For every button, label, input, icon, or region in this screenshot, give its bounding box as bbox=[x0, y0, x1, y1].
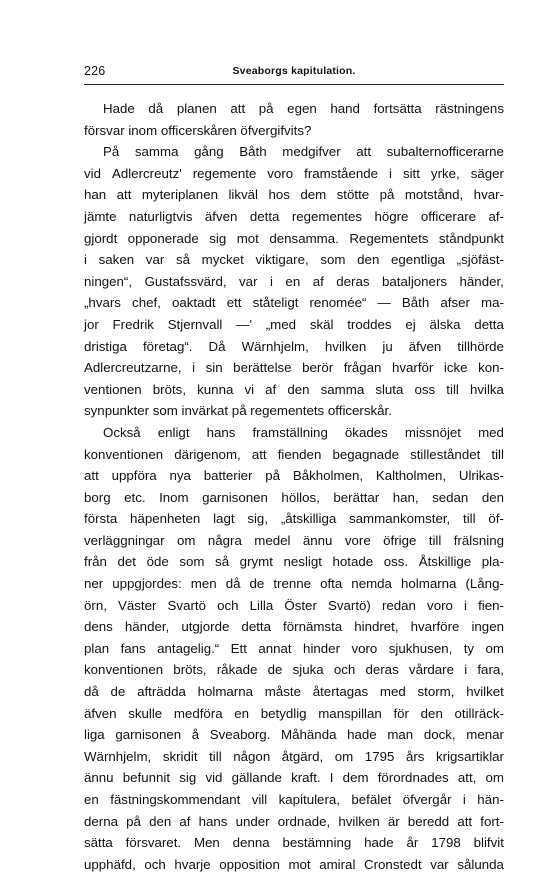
text-line: att uppföra nya batterier på Båkholmen, Kaltholmen, Ulrikas- bbox=[84, 468, 504, 484]
text-line: konventionen bröts, råkade de sjuka och deras vårdare i fara, bbox=[84, 662, 504, 678]
text-line: Adlercreutzarne, i sin berättelse berör frågan hvarför icke kon- bbox=[84, 360, 504, 376]
text-line: sätta försvaret. Men denna bestämning hade år 1798 blifvit bbox=[84, 835, 504, 851]
text-line: dens händer, utgjorde detta förnämsta hindret, hvarföre ingen bbox=[84, 619, 504, 635]
body-text bbox=[84, 98, 504, 875]
text-line: ventionen bröts, kunna vi af den samma sluta oss till hvilka bbox=[84, 381, 504, 397]
text-line: försvar inom officerskåren öfvergifvits? bbox=[84, 122, 312, 138]
text-line: första häpenheten lagt sig, „åtskilliga sammankomster, till öf- bbox=[84, 511, 504, 527]
text-line: jor Fredrik Stjernvall —' „med skäl troddes ej älska detta bbox=[84, 316, 504, 332]
running-title: Sveaborgs kapitulation. bbox=[232, 65, 356, 77]
text-line: plan fans antagelig.“ Ett annat hinder voro sjukhusen, ty om bbox=[84, 640, 504, 656]
text-line: derna på den af hans under ordnade, hvilken är beredd att fort- bbox=[84, 813, 504, 829]
text-line: borg etc. Inom garnisonen höllos, berättar han, sedan den bbox=[84, 489, 504, 505]
text-line: en fästningskommendant vill kapitulera, befälet öfvergår i hän- bbox=[84, 792, 504, 807]
text-line: vid Adlercreutz' regemente voro framstående i sitt yrke, säger bbox=[84, 165, 504, 181]
text-line: jämte naturligtvis äfven detta regementes högre officerare af- bbox=[84, 208, 504, 224]
text-line: äfven skulle medföra en betydlig manspillan för den otillräck- bbox=[84, 705, 504, 721]
text-line: Hade då planen att på egen hand fortsätta rästningens bbox=[103, 101, 504, 116]
text-line: På samma gång Båth medgifver att subalternofficerarne bbox=[103, 144, 504, 160]
text-line: ningen“, Gustafssvärd, var i en af deras bataljoners händer, bbox=[84, 273, 504, 289]
text-line: dristiga företag“. Då Wärnhjelm, hvilken ju äfven tillhörde bbox=[84, 338, 504, 354]
text-line: ännu befunnit sig vid gällande kraft. I dem förordnades att, om bbox=[84, 770, 504, 786]
header-rule bbox=[84, 84, 504, 85]
text-line: „hvars chef, oaktadt ett ståteligt renomée“ — Båth afser ma- bbox=[84, 295, 504, 311]
text-line: synpunkter som invärkat på regementets officerskår. bbox=[84, 403, 392, 419]
text-line: i saken var så mycket viktigare, som den egentliga „sjöfäst- bbox=[84, 252, 504, 268]
text-line: upphäfd, och hvarje opposition mot amiral Cronstedt var sålunda bbox=[84, 856, 504, 872]
text-line: Också enligt hans framställning ökades missnöjet med bbox=[103, 424, 504, 440]
text-line: från det öde som så grymt nesligt hotade oss. Åtskillige pla- bbox=[84, 554, 504, 570]
page-number: 226 bbox=[84, 64, 106, 78]
page-header bbox=[84, 60, 504, 82]
text-line: gjordt opponerade sig mot densamma. Regementets ståndpunkt bbox=[84, 230, 504, 246]
text-line: verläggningar om några medel ännu vore öfrige till frälsning bbox=[84, 532, 504, 548]
text-line: ner uppgjordes: men då de trenne ofta nemda holmarna (Lång- bbox=[84, 576, 504, 592]
text-line: han att myteriplanen likväl hos dem stötte på motstånd, hvar- bbox=[84, 187, 504, 203]
text-line: konventionen därigenom, att fienden begagnade stilleståndet till bbox=[84, 446, 504, 462]
text-line: örn, Väster Svartö och Lilla Öster Svartö) redan voro i fien- bbox=[84, 597, 504, 613]
text-line: liga garnisonen å Sveaborg. Måhända hade man dock, menar bbox=[84, 727, 504, 743]
text-line: då de afträdda holmarna måste återtagas med storm, hvilket bbox=[84, 684, 504, 700]
text-line: Wärnhjelm, skridit till någon åtgärd, om 1795 års krigsartiklar bbox=[84, 748, 504, 764]
